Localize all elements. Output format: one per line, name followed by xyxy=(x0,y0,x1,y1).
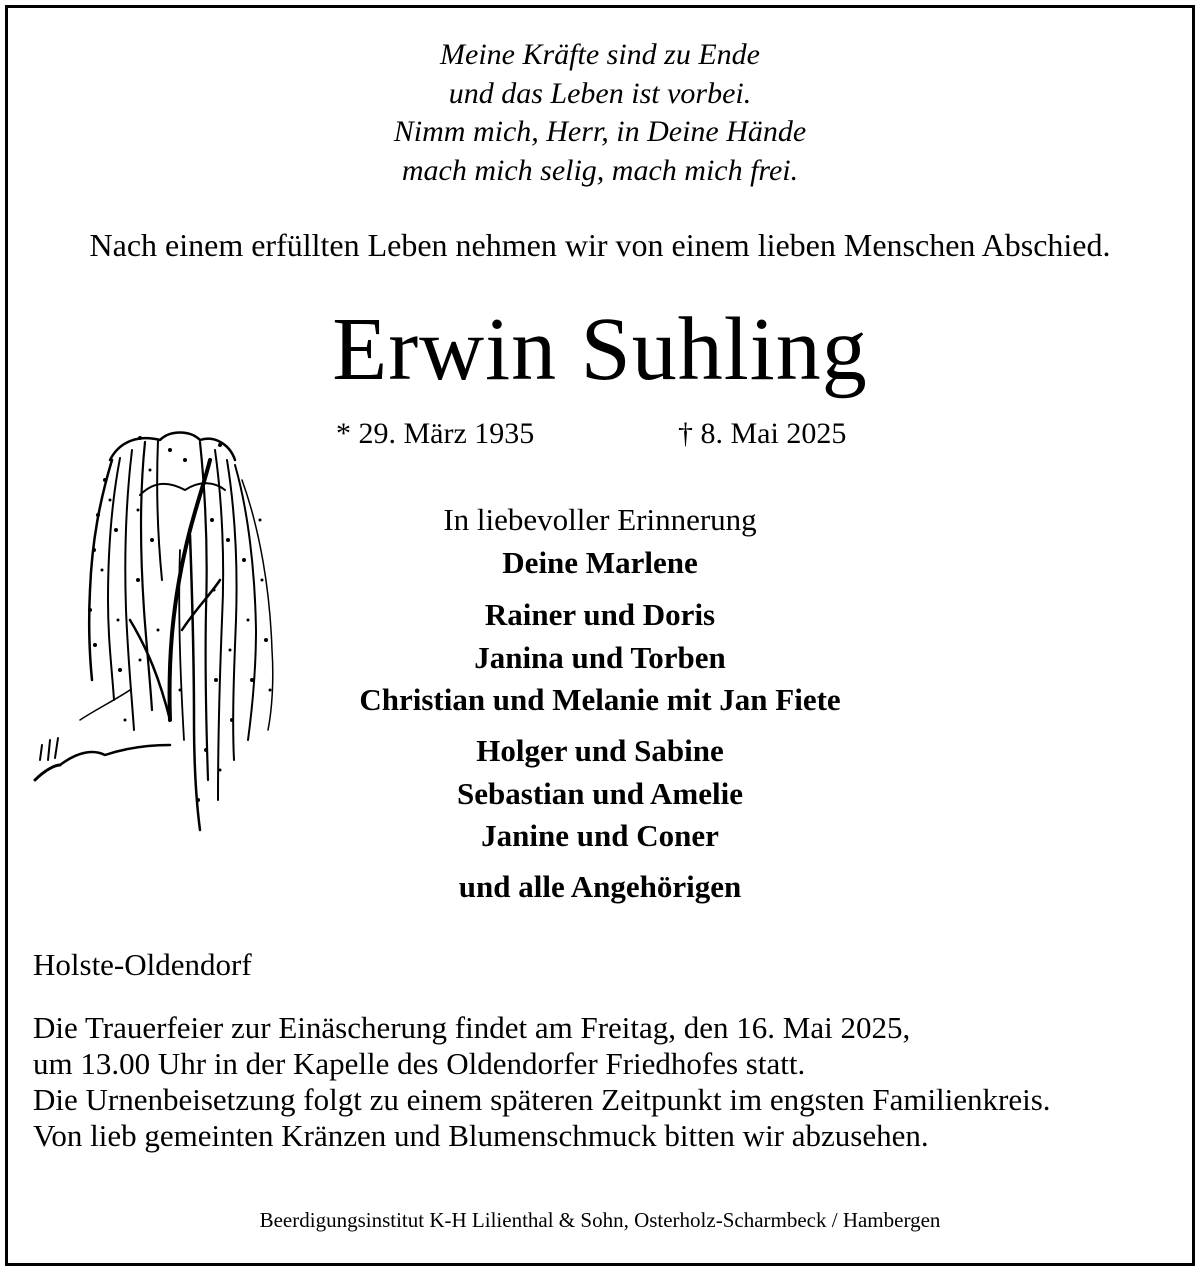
funeral-home-footer: Beerdigungsinstitut K-H Lilienthal & Sohn, Osterholz-Scharmbeck / Hambergen xyxy=(259,1208,941,1232)
verse xyxy=(0,36,1200,190)
birth-date: * 29. März 1935 xyxy=(336,417,535,450)
verse-line: mach mich selig, mach mich frei. xyxy=(401,153,799,187)
verse-line: Nimm mich, Herr, in Deine Hände xyxy=(393,115,807,148)
notice-line: Die Trauerfeier zur Einäscherung findet am Freitag, den 16. Mai 2025, xyxy=(33,1010,911,1045)
mourner-line: Deine Marlene xyxy=(502,545,698,580)
notice-line: Von lieb gemeinten Kränzen und Blumenschmuck bitten wir abzusehen. xyxy=(33,1118,929,1153)
funeral-notice xyxy=(33,1010,1051,1154)
mourner-line: und alle Angehörigen xyxy=(458,869,742,904)
place: Holste-Oldendorf xyxy=(33,947,252,982)
mourner-line: Rainer und Doris xyxy=(484,597,716,632)
mourners-intro: In liebevoller Erinnerung xyxy=(443,502,757,537)
mourner-line: Janine und Coner xyxy=(481,818,719,853)
intro-text: Nach einem erfüllten Leben nehmen wir von einem lieben Menschen Abschied. xyxy=(89,227,1111,263)
mourner-line: Sebastian und Amelie xyxy=(457,776,743,811)
mourner-line: Janina und Torben xyxy=(474,640,726,675)
notice-line: um 13.00 Uhr in der Kapelle des Oldendorfer Friedhofes statt. xyxy=(33,1046,806,1081)
verse-line: Meine Kräfte sind zu Ende xyxy=(440,38,760,71)
mourner-line: Holger und Sabine xyxy=(476,733,724,768)
death-date: † 8. Mai 2025 xyxy=(678,417,847,450)
mourner-line: Christian und Melanie mit Jan Fiete xyxy=(359,682,841,717)
notice-line: Die Urnenbeisetzung folgt zu einem späteren Zeitpunkt im engsten Familienkreis. xyxy=(33,1082,1051,1117)
deceased-name: Erwin Suhling xyxy=(332,300,868,399)
verse-line: und das Leben ist vorbei. xyxy=(448,76,752,110)
